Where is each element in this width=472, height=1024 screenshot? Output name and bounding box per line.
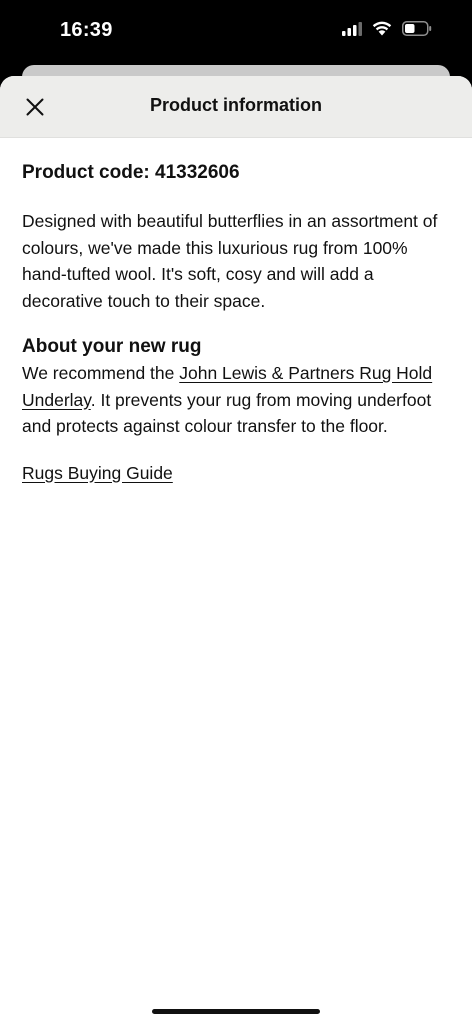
rug-underlay-link[interactable]: John Lewis & Partners Rug Hold Underlay: [22, 363, 433, 410]
wifi-icon: [372, 21, 392, 36]
rugs-buying-guide-link[interactable]: Rugs Buying Guide: [22, 462, 173, 483]
battery-icon: [402, 21, 432, 36]
product-code: Product code: 41332606: [22, 162, 240, 183]
about-text-after: . It prevents your rug from moving underfoot and protects against colour transfer to the floor.: [22, 389, 432, 436]
home-indicator[interactable]: [152, 1009, 320, 1014]
product-info-content: [0, 160, 472, 486]
status-icons: [342, 21, 432, 36]
status-bar: [0, 0, 472, 64]
about-text-before: We recommend the: [22, 363, 180, 383]
about-heading: About your new rug: [22, 336, 202, 357]
product-information-sheet: [0, 76, 472, 1024]
product-description: Designed with beautiful butterflies in an assortment of colours, we've made this luxurious rug from 100% hand-tufted wool. It's soft, cosy and will add a decorative touch to their space.: [22, 211, 438, 311]
sheet-header: [0, 76, 472, 138]
sheet-title: Product information: [150, 95, 322, 115]
signal-icon: [342, 22, 362, 36]
status-time: 16:39: [60, 19, 113, 41]
about-text: [22, 360, 450, 440]
